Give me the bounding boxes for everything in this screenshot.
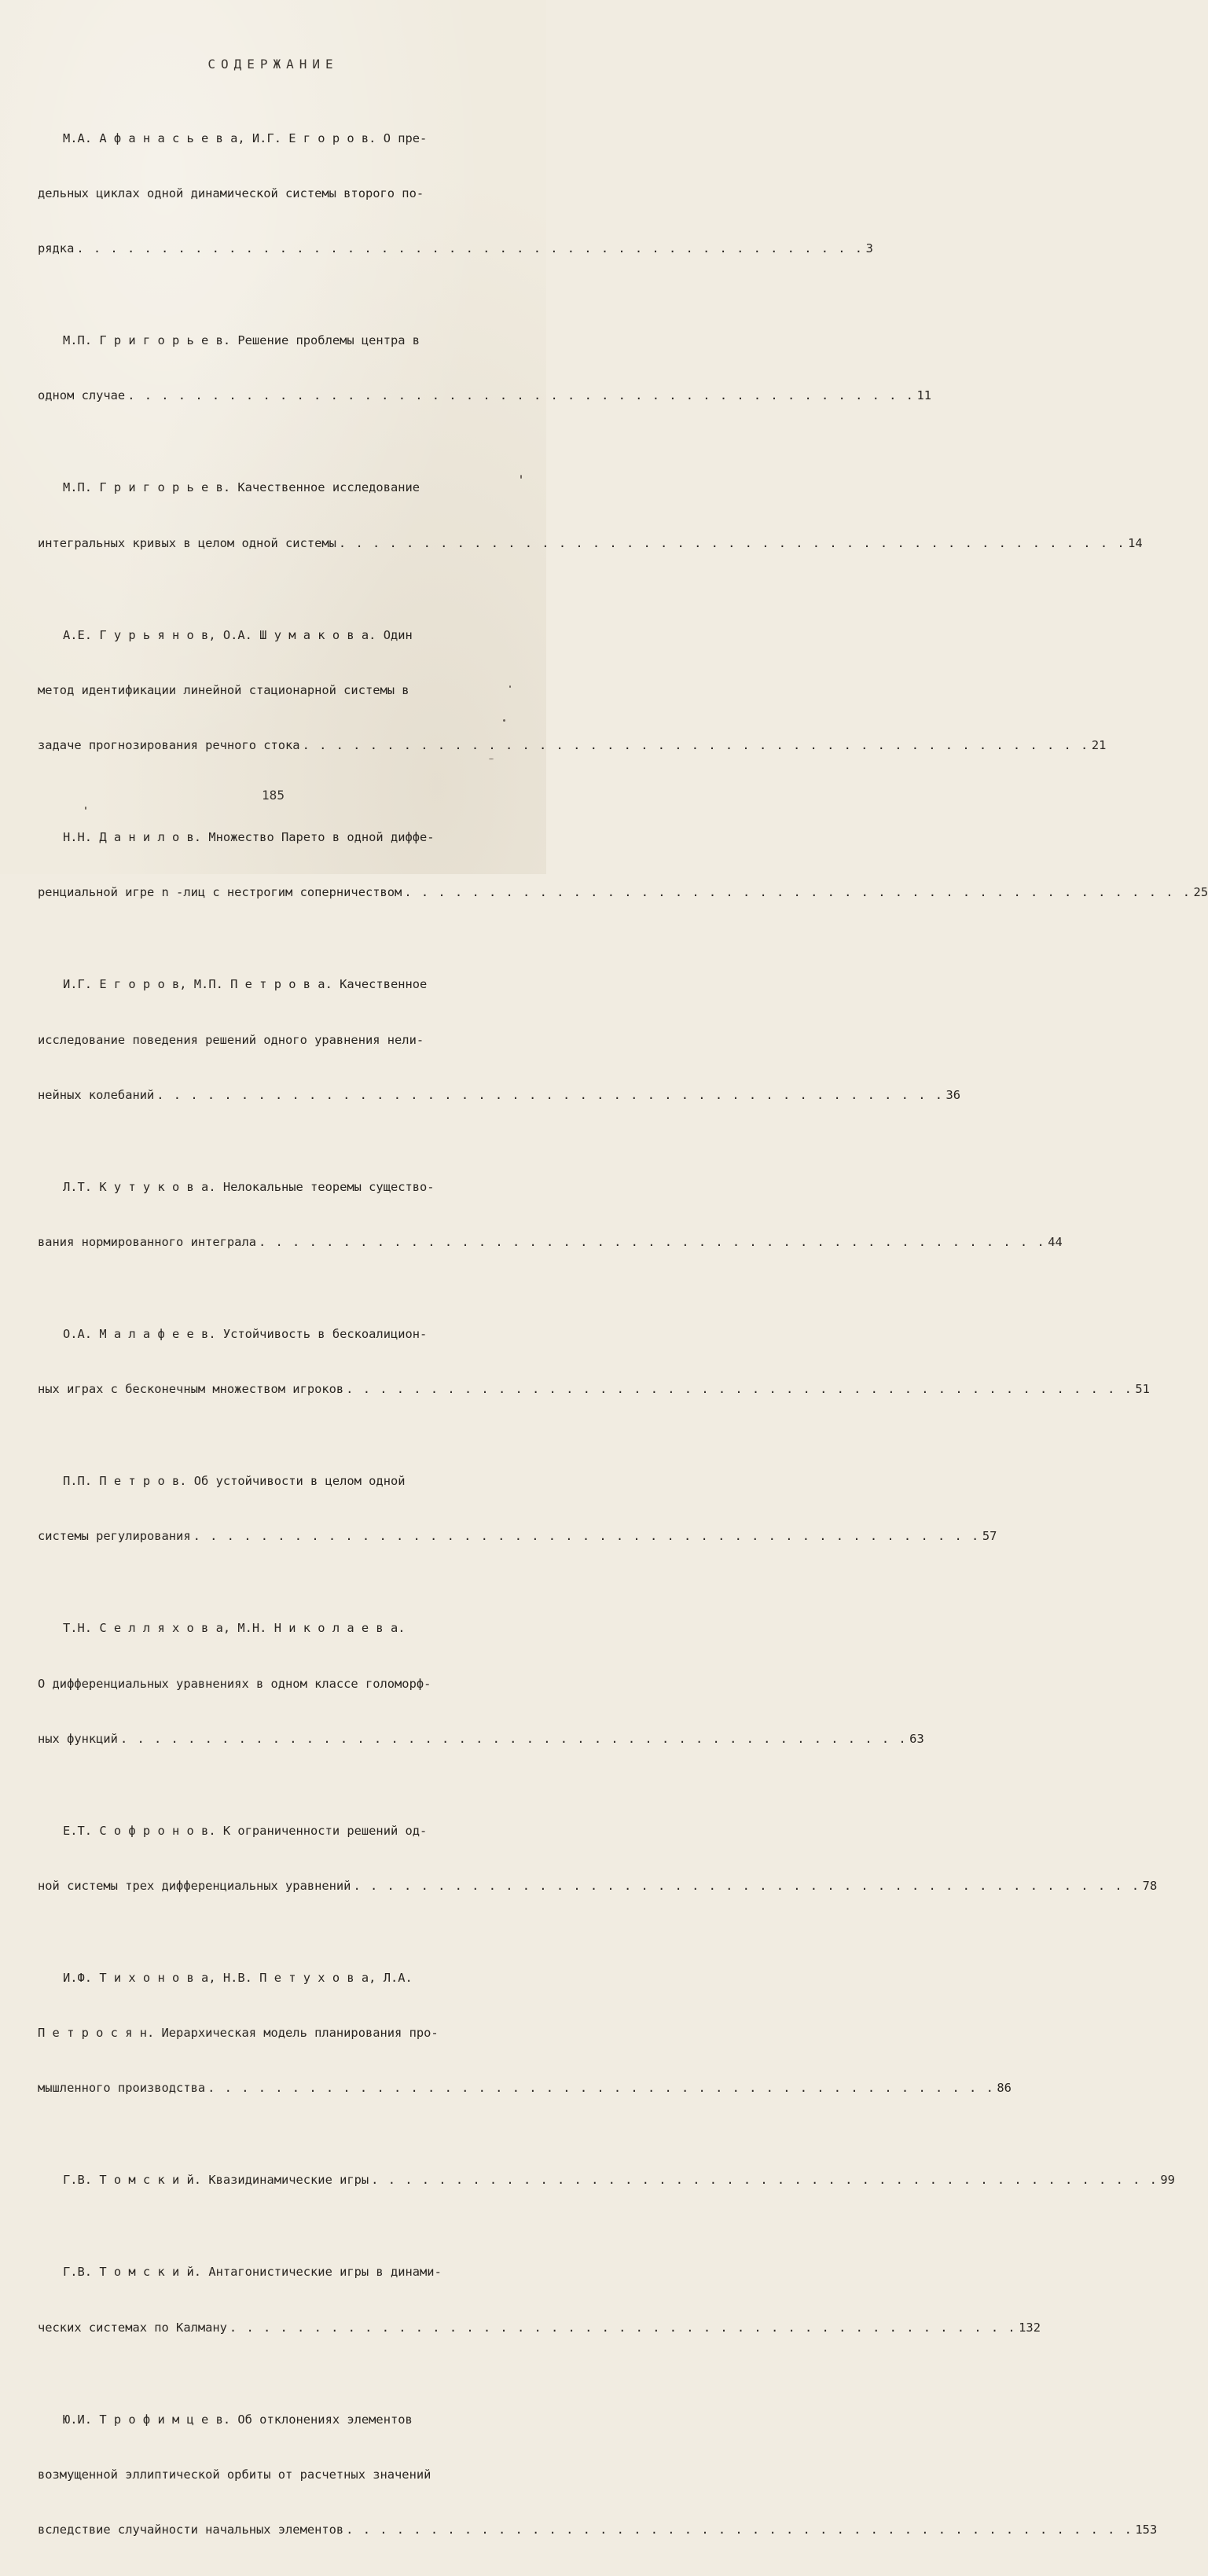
toc-entry — [38, 1932, 1012, 2134]
dot-leader — [191, 1527, 982, 1545]
entry-line: ной системы трех дифференциальных уравнений — [38, 1879, 351, 1894]
entry-last-line — [38, 2171, 1175, 2189]
entry-line: Е.Т. С о ф р о н о в. К ограниченности решений од- — [63, 1823, 428, 1838]
entry-line: дельных циклах одной динамической системы второго по- — [38, 186, 424, 201]
entry-line: интегральных кривых в целом одной системы — [38, 535, 336, 550]
page-title: СОДЕРЖАНИЕ — [207, 57, 339, 72]
entry-last-line — [38, 1086, 961, 1104]
dot-leader — [74, 240, 865, 258]
dot-leader — [343, 2521, 1135, 2539]
entry-line: нейных колебаний — [38, 1087, 155, 1102]
entry-page-number: 132 — [1019, 2320, 1041, 2335]
entry-last-line — [38, 1380, 1150, 1398]
entry-line: Г.В. Т о м с к и й. Квазидинамические игры — [63, 2173, 369, 2188]
entry-line: И.Г. Е г о р о в, М.П. П е т р о в а. Качественное — [63, 977, 428, 992]
page-number: 185 — [262, 788, 285, 803]
entry-page-number: 57 — [982, 1529, 997, 1544]
entry-line: мышленного производства — [38, 2081, 206, 2096]
entry-line: М.П. Г р и г о р ь е в. Качественное исследование — [63, 480, 420, 495]
entry-page-number: 153 — [1135, 2523, 1158, 2537]
dot-leader — [125, 387, 916, 405]
entry-line: возмущенной эллиптической орбиты от расчетных значений — [38, 2467, 431, 2482]
entry-last-line — [38, 737, 1107, 755]
toc-entry — [38, 1141, 1063, 1288]
entry-last-line — [38, 1730, 924, 1748]
entry-line: метод идентификации линейной стационарной системы в — [38, 682, 409, 697]
entry-page-number: 25 — [1193, 885, 1208, 900]
entry-last-line — [38, 1233, 1063, 1251]
dot-leader — [227, 2319, 1019, 2337]
entry-page-number: 11 — [916, 388, 931, 403]
entry-page-number: 78 — [1142, 1879, 1158, 1894]
entry-line: ренциальной игре n -лиц с нестрогим соперничеством — [38, 885, 402, 900]
dot-leader — [343, 1380, 1135, 1398]
entry-last-line — [38, 240, 873, 258]
entry-line: системы регулирования — [38, 1529, 191, 1544]
entry-line: М.А. А ф а н а с ь е в а, И.Г. Е г о р о в. О пре- — [63, 130, 428, 145]
dot-leader — [351, 1877, 1142, 1895]
entry-line: Л.Т. К у т у к о в а. Нелокальные теоремы существо- — [63, 1179, 435, 1194]
dot-leader — [369, 2171, 1160, 2189]
entry-line: ных функций — [38, 1731, 118, 1746]
entry-last-line — [38, 387, 931, 405]
entry-last-line — [38, 2079, 1012, 2097]
dot-leader — [154, 1086, 945, 1104]
entry-line: вследствие случайности начальных элементов — [38, 2523, 344, 2537]
entry-last-line — [38, 2319, 1041, 2337]
toc-entry — [38, 792, 1208, 939]
toc-entry — [38, 2374, 1158, 2576]
entry-page-number: 14 — [1128, 535, 1143, 550]
entry-line: А.Е. Г у р ь я н о в, О.А. Ш у м а к о в а. Один — [63, 627, 413, 642]
toc-entry — [38, 2227, 1041, 2374]
toc-entry — [38, 1785, 1158, 1932]
entry-page-number: 51 — [1135, 1382, 1150, 1397]
toc-entry — [38, 295, 931, 442]
entry-page-number: 86 — [997, 2081, 1012, 2096]
dot-leader — [118, 1730, 909, 1748]
entry-line: Н.Н. Д а н и л о в. Множество Парето в одной диффе- — [63, 830, 435, 845]
entry-line: исследование поведения решений одного уравнения нели- — [38, 1032, 424, 1047]
entry-line: одном случае — [38, 388, 126, 403]
paper-speck — [520, 475, 522, 479]
dot-leader — [205, 2079, 997, 2097]
entry-last-line — [38, 884, 1208, 902]
entry-line: Г.В. Т о м с к и й. Антагонистические игры в динами- — [63, 2265, 442, 2280]
entry-page-number: 44 — [1048, 1234, 1063, 1249]
dot-leader — [402, 884, 1193, 902]
entry-last-line — [38, 1877, 1158, 1895]
paper-speck — [503, 719, 505, 722]
toc-entry — [38, 1288, 1150, 1435]
dot-leader — [256, 1233, 1048, 1251]
paper-speck — [85, 807, 86, 810]
dot-leader — [300, 737, 1092, 755]
entry-page-number: 3 — [865, 241, 873, 256]
entry-line: О дифференциальных уравнениях в одном классе голоморф- — [38, 1676, 431, 1691]
toc-entry — [38, 93, 873, 295]
table-of-contents — [38, 93, 1208, 2576]
entry-line: рядка — [38, 241, 75, 256]
toc-entry — [38, 939, 961, 1141]
entry-line: ных играх с бесконечным множеством игроков — [38, 1382, 344, 1397]
entry-line: Т.Н. С е л л я х о в а, М.Н. Н и к о л а е в а. — [63, 1621, 406, 1636]
entry-last-line — [38, 535, 1143, 553]
entry-line: П.П. П е т р о в. Об устойчивости в целом одной — [63, 1474, 406, 1489]
toc-entry — [38, 1583, 924, 1785]
entry-line: П е т р о с я н. Иерархическая модель планирования про- — [38, 2026, 439, 2041]
entry-page-number: 21 — [1091, 738, 1107, 753]
dot-leader — [336, 535, 1128, 553]
entry-line: задаче прогнозирования речного стока — [38, 738, 300, 753]
entry-last-line — [38, 2521, 1158, 2539]
toc-entry — [38, 1435, 997, 1582]
entry-page-number: 99 — [1160, 2173, 1175, 2188]
entry-last-line — [38, 1527, 997, 1545]
entry-line: М.П. Г р и г о р ь е в. Решение проблемы центра в — [63, 333, 420, 348]
toc-entry — [38, 590, 1107, 792]
entry-line: вания нормированного интеграла — [38, 1234, 256, 1249]
entry-page-number: 36 — [945, 1087, 961, 1102]
entry-line: Ю.И. Т р о ф и м ц е в. Об отклонениях элементов — [63, 2412, 413, 2427]
entry-line: О.А. М а л а ф е е в. Устойчивость в бескоалицион- — [63, 1326, 428, 1341]
entry-line: ческих системах по Калману — [38, 2320, 227, 2335]
toc-entry — [38, 2135, 1175, 2227]
paper-speck — [509, 685, 511, 688]
entry-page-number: 63 — [909, 1731, 924, 1746]
entry-line: И.Ф. Т и х о н о в а, Н.В. П е т у х о в а, Л.А. — [63, 1971, 413, 1986]
toc-entry — [38, 443, 1143, 590]
